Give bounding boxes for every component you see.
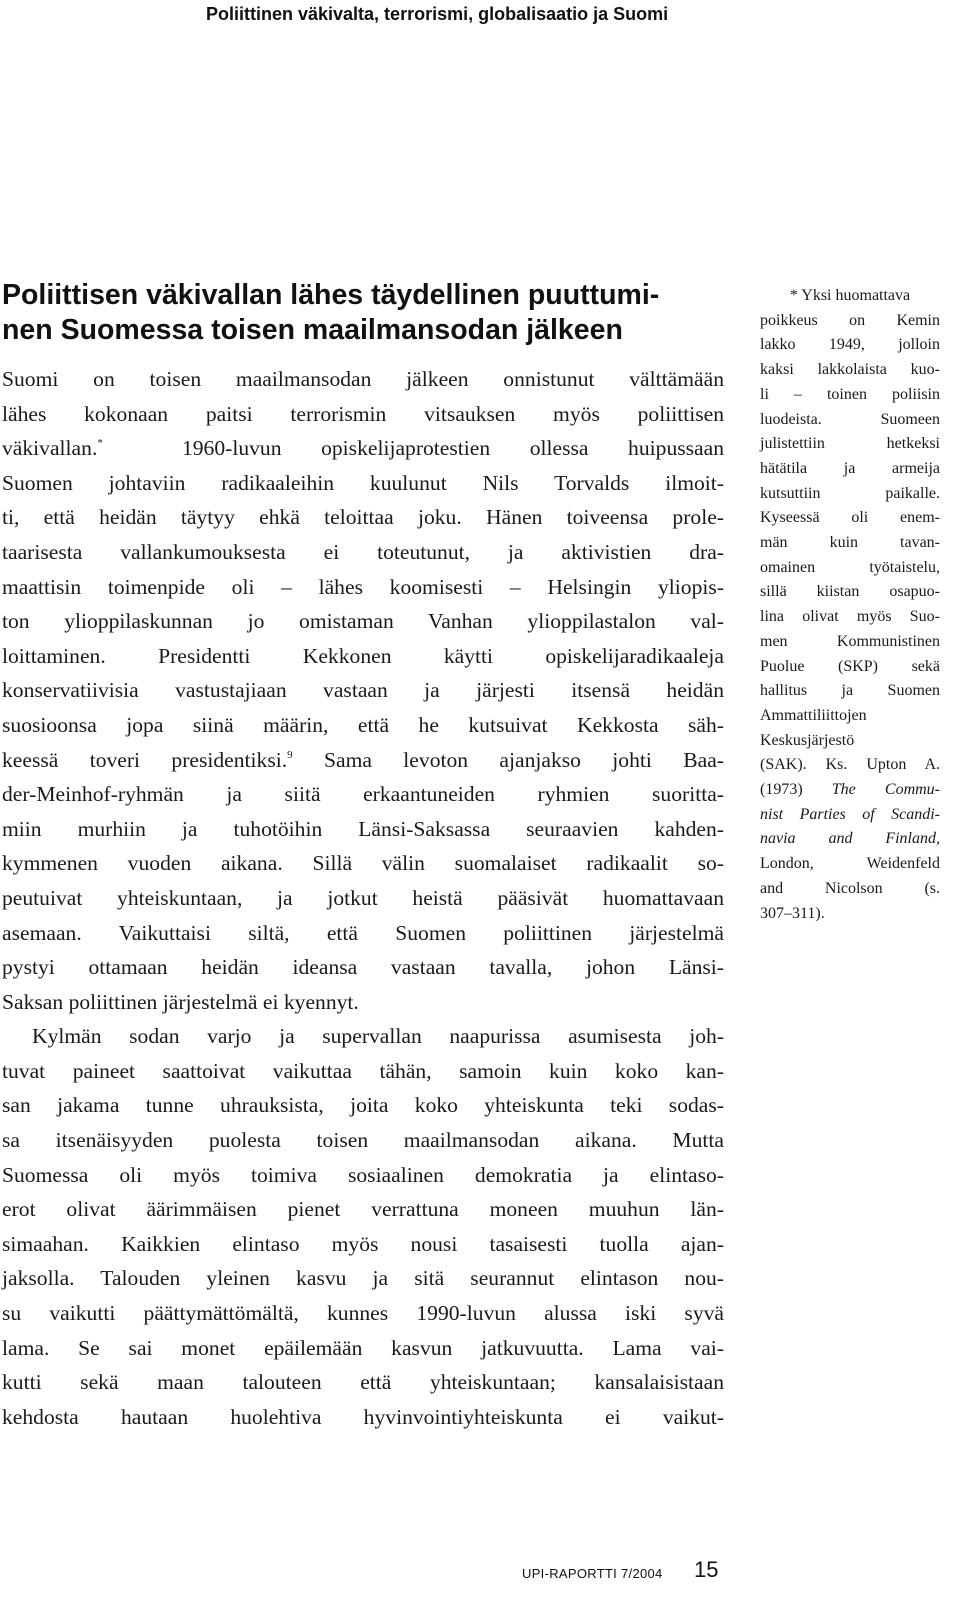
text-line: Saksan poliittinen järjestelmä ei kyennyt. — [2, 989, 359, 1014]
text-line: sa itsenäisyyden puolesta toisen maailmansodan aikana. Mutta — [2, 1128, 724, 1153]
footnote-line: London, Weidenfeld — [760, 855, 940, 873]
footer-publication: UPI-RAPORTTI 7/2004 — [522, 1566, 663, 1581]
text-line: asemaan. Vaikuttaisi siltä, että Suomen poliittinen järjestelmä — [2, 920, 724, 945]
text-fragment: väkivallan. — [2, 436, 98, 461]
footnote-line — [760, 778, 940, 803]
text-line: jaksolla. Talouden yleinen kasvu ja sitä seurannut elintason nou- — [2, 1266, 724, 1291]
text-line: konservatiivisia vastustajiaan vastaan ja järjesti itsensä heidän — [2, 678, 724, 703]
heading-line: nen Suomessa toisen maailmansodan jälkeen — [2, 314, 623, 346]
side-footnote — [760, 284, 940, 926]
footnote-line: lakko 1949, jolloin — [760, 336, 940, 354]
text-fragment: Sama levoton ajanjakso johti Baa- — [324, 747, 724, 772]
footnote-line: Ammattiliittojen — [760, 706, 867, 724]
text-fragment: 1960-luvun opiskelijaprotestien ollessa huipussaan — [181, 436, 725, 461]
text-line: erot olivat äärimmäisen pienet verrattuna moneen muuhun län- — [2, 1197, 724, 1222]
footnote-line: hätätila ja armeija — [760, 459, 940, 477]
footnote-line: män kuin tavan- — [760, 534, 940, 552]
text-line: der-Meinhof-ryhmän ja siitä erkaantuneiden ryhmien suoritta- — [2, 782, 724, 807]
footnote-line: sillä kiistan osapuo- — [760, 583, 940, 601]
text-line: peutuivat yhteiskuntaan, ja jotkut heistä pääsivät huomattavaan — [2, 885, 724, 910]
footnote-line: li – toinen poliisin — [760, 385, 940, 403]
footnote-line: men Kommunistinen — [760, 632, 940, 650]
text-line: ton ylioppilaskunnan jo omistaman Vanhan ylioppilastalon val- — [2, 609, 724, 634]
footnote-line: (SAK). Ks. Upton A. — [760, 756, 940, 774]
text-line: Suomi on toisen maailmansodan jälkeen onnistunut välttämään — [2, 367, 724, 391]
text-line: simaahan. Kaikkien elintaso myös nousi tasaisesti tuolla ajan- — [2, 1231, 724, 1256]
running-head: Poliittinen väkivalta, terrorismi, globalisaatio ja Suomi — [206, 4, 669, 24]
text-line: kutti sekä maan talouteen että yhteiskuntaan; kansalaisistaan — [2, 1370, 724, 1395]
footnote-line — [760, 827, 940, 852]
text-line: loittaminen. Presidentti Kekkonen käytti opiskelijaradikaaleja — [2, 643, 724, 668]
text-line: lähes kokonaan paitsi terrorismin vitsauksen myös poliittisen — [2, 401, 724, 426]
footnote-line: Kyseessä oli enem- — [760, 509, 940, 527]
footnote-marker[interactable]: * — [97, 437, 103, 450]
footnote-line: omainen työtaistelu, — [760, 558, 940, 576]
footnote-line: Keskusjärjestö — [760, 731, 855, 749]
text-line: su vaikutti päättymättömältä, kunnes 1990-luvun alussa iski syvä — [2, 1301, 724, 1326]
footnote-line: kutsuttiin paikalle. — [760, 484, 940, 502]
footnote-title: nist Parties of Scandi- — [760, 805, 940, 823]
text-line: miin murhiin ja tuhotöihin Länsi-Saksassa seuraavien kahden- — [2, 816, 724, 841]
text-fragment: keessä toveri presidentiksi. — [2, 747, 288, 772]
footnote-line: and Nicolson (s. — [760, 879, 940, 897]
footnote-line: lina olivat myös Suo- — [760, 608, 940, 626]
text-line: taarisesta vallankumouksesta ei toteutunut, ja aktivistien dra- — [2, 539, 724, 564]
footnote-line: kaksi lakkolaista kuo- — [760, 361, 940, 379]
text-line: maattisin toimenpide oli – lähes koomisesti – Helsingin yliopis- — [2, 574, 724, 599]
footnote-line: hallitus ja Suomen — [760, 682, 940, 700]
text-line: kehdosta hautaan huolehtiva hyvinvointiyhteiskunta ei vaikut- — [2, 1404, 724, 1429]
text-line: Suomen johtaviin radikaaleihin kuulunut Nils Torvalds ilmoit- — [2, 470, 724, 495]
text-line: Suomessa oli myös toimiva sosiaalinen demokratia ja elintaso- — [2, 1162, 724, 1187]
footnote-line: Puolue (SKP) sekä — [760, 657, 940, 675]
text-line: suosioonsa jopa siinä määrin, että he kutsuivat Kekkosta säh- — [2, 712, 724, 737]
page-number: 15 — [694, 1557, 719, 1582]
paragraph-2 — [2, 1019, 724, 1434]
text-line — [2, 431, 724, 466]
footnote-fragment: (1973) — [760, 781, 803, 799]
footnote-line: julistettiin hetkeksi — [760, 435, 940, 453]
text-line: tuvat paineet saattoivat vaikuttaa tähän, samoin kuin koko kan- — [2, 1058, 724, 1083]
text-line: ti, että heidän täytyy ehkä teloittaa joku. Hänen toiveensa prole- — [2, 505, 724, 530]
text-line: pystyi ottamaan heidän ideansa vastaan tavalla, johon Länsi- — [2, 955, 724, 980]
text-line: kymmenen vuoden aikana. Sillä välin suomalaiset radikaalit so- — [2, 851, 724, 876]
text-line: Kylmän sodan varjo ja supervallan naapurissa asumisesta joh- — [32, 1024, 724, 1049]
section-heading — [2, 278, 722, 348]
endnote-marker[interactable]: 9 — [287, 748, 293, 761]
footnote-line: 307–311). — [760, 904, 825, 922]
footnote-title: navia and Finland, — [760, 830, 940, 848]
text-line: san jakama tunne uhrauksista, joita koko yhteiskunta teki sodas- — [2, 1093, 724, 1118]
text-line — [2, 743, 724, 778]
footnote-line: luodeista. Suomeen — [760, 410, 940, 428]
body-text — [2, 362, 724, 1434]
text-line: lama. Se sai monet epäilemään kasvun jatkuvuutta. Lama vai- — [2, 1335, 724, 1360]
footnote-line: * Yksi huomattava — [789, 287, 911, 304]
paragraph-1 — [2, 362, 724, 1019]
footnote-title: The Commu- — [831, 781, 941, 799]
footnote-line: poikkeus on Kemin — [760, 311, 940, 329]
heading-line: Poliittisen väkivallan lähes täydellinen puuttumi- — [2, 279, 660, 311]
footnote-line — [760, 803, 940, 828]
